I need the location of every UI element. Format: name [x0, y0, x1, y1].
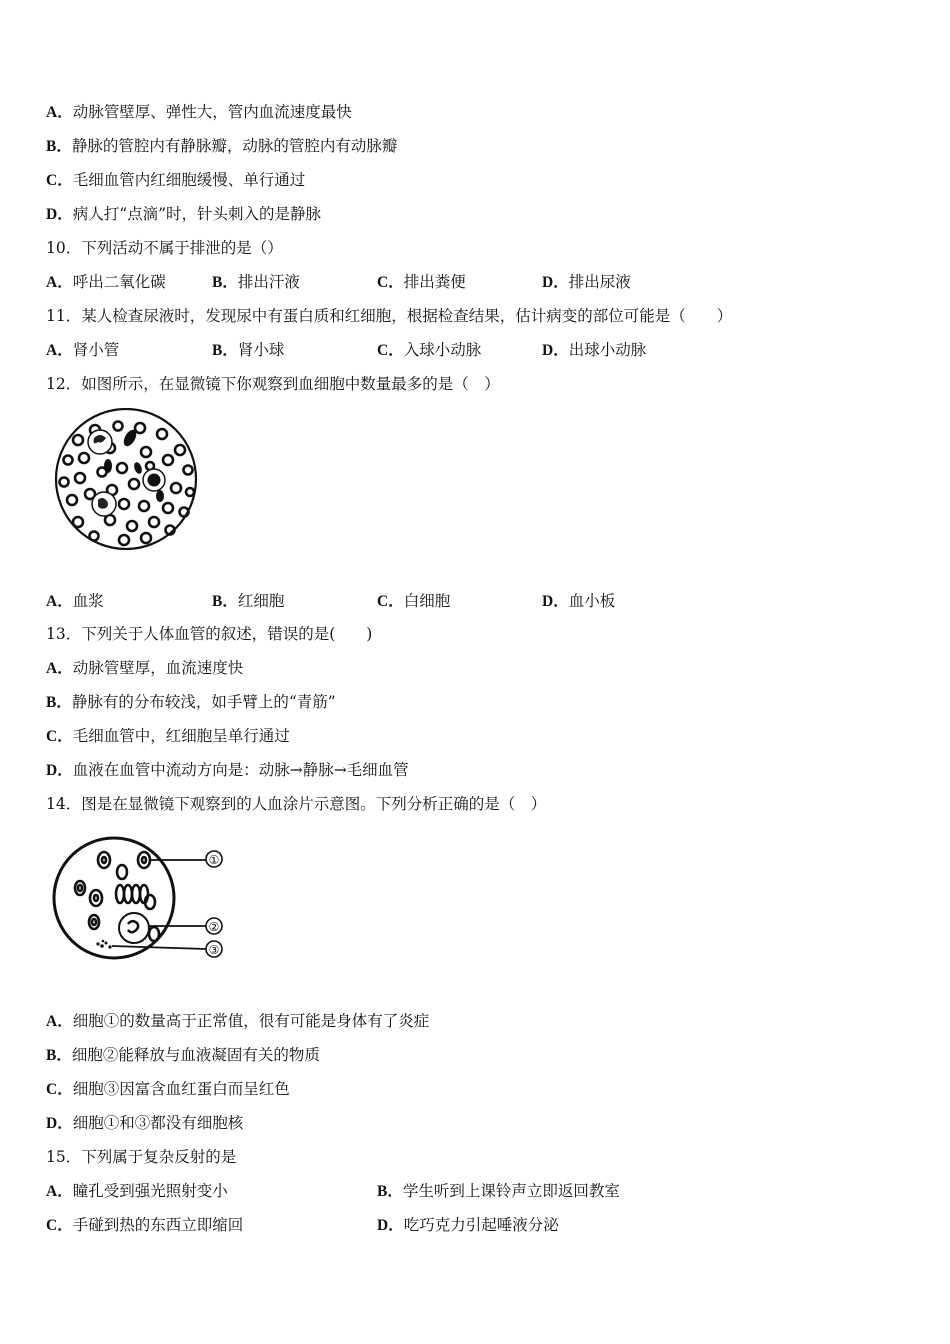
q11-stem: 11．某人检查尿液时，发现尿中有蛋白质和红细胞，根据检查结果，估计病变的部位可能是（ ）	[46, 307, 733, 325]
q14-option-b: B．细胞②能释放与血液凝固有关的物质	[46, 1046, 320, 1064]
q10-option-c: C．排出粪便	[377, 273, 466, 291]
q15-option-a: A．瞳孔受到强光照射变小	[46, 1182, 228, 1200]
q12-stem: 12．如图所示，在显微镜下你观察到血细胞中数量最多的是（ ）	[46, 375, 500, 393]
q11-option-d: D．出球小动脉	[542, 341, 647, 359]
q10-stem: 10．下列活动不属于排泄的是（）	[46, 239, 283, 257]
q13-option-d: D．血液在血管中流动方向是：动脉→静脉→毛细血管	[46, 761, 409, 779]
q12-option-b: B．红细胞	[212, 592, 285, 610]
q14-option-c: C．细胞③因富含血红蛋白而呈红色	[46, 1080, 290, 1098]
q9-option-a: A．动脉管壁厚、弹性大，管内血流速度最快	[46, 103, 352, 121]
q11-option-b: B．肾小球	[212, 341, 285, 359]
q10-option-a: A．呼出二氧化碳	[46, 273, 166, 291]
label-3: ③	[208, 943, 220, 957]
q12-option-a: A．血浆	[46, 592, 104, 610]
label-1: ①	[208, 853, 220, 867]
q11-option-a: A．肾小管	[46, 341, 120, 359]
q9-option-c: C．毛细血管内红细胞缓慢、单行通过	[46, 171, 306, 189]
q14-stem: 14．图是在显微镜下观察到的人血涂片示意图。下列分析正确的是（ ）	[46, 795, 547, 813]
q9-option-b: B．静脉的管腔内有静脉瓣，动脉的管腔内有动脉瓣	[46, 137, 398, 155]
q15-option-c: C．手碰到热的东西立即缩回	[46, 1216, 244, 1234]
blood-smear-figure-q12	[50, 408, 205, 550]
label-2: ②	[208, 920, 220, 934]
blood-smear-figure-q14	[46, 822, 251, 972]
q15-option-b: B．学生听到上课铃声立即返回教室	[377, 1182, 620, 1200]
q13-option-c: C．毛细血管中，红细胞呈单行通过	[46, 727, 290, 745]
q12-option-d: D．血小板	[542, 592, 616, 610]
q13-option-a: A．动脉管壁厚，血流速度快	[46, 659, 244, 677]
q10-option-d: D．排出尿液	[542, 273, 631, 291]
q15-stem: 15．下列属于复杂反射的是	[46, 1148, 237, 1166]
q14-option-a: A．细胞①的数量高于正常值，很有可能是身体有了炎症	[46, 1012, 430, 1030]
q15-option-d: D．吃巧克力引起唾液分泌	[377, 1216, 559, 1234]
q12-option-c: C．白细胞	[377, 592, 451, 610]
q9-option-d: D．病人打“点滴”时，针头刺入的是静脉	[46, 205, 322, 223]
q11-option-c: C．入球小动脉	[377, 341, 482, 359]
q13-option-b: B．静脉有的分布较浅，如手臂上的“青筋”	[46, 693, 336, 711]
q13-stem: 13．下列关于人体血管的叙述，错误的是( )	[46, 625, 373, 643]
q14-option-d: D．细胞①和③都没有细胞核	[46, 1114, 244, 1132]
q10-option-b: B．排出汗液	[212, 273, 300, 291]
